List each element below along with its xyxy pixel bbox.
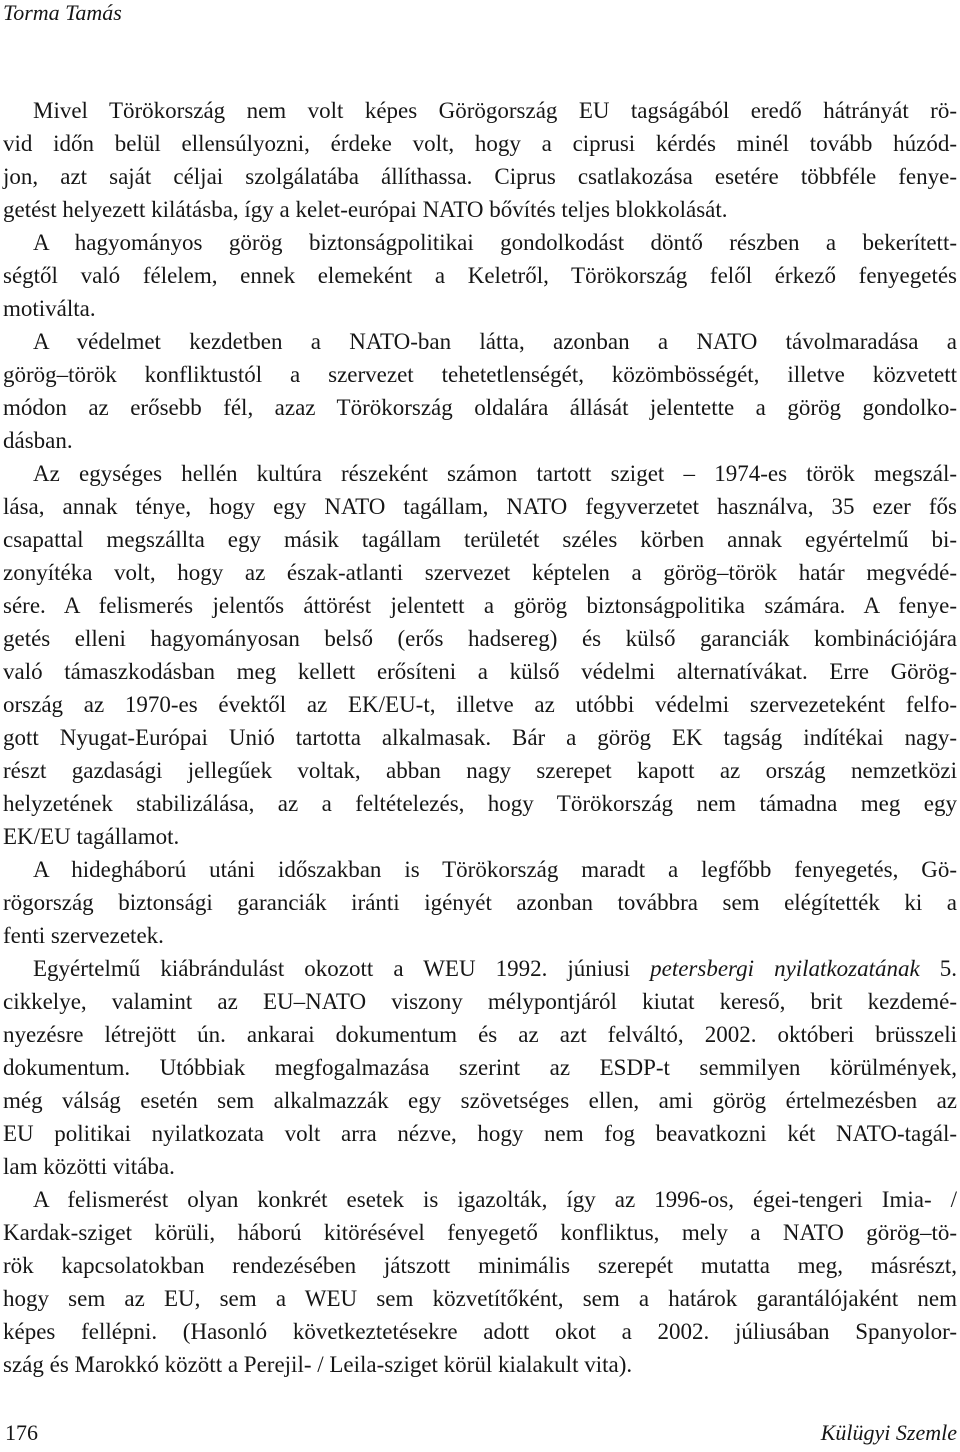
page-footer bbox=[3, 1420, 957, 1446]
text-line bbox=[3, 952, 957, 985]
paragraph bbox=[3, 853, 957, 952]
text-line: lam közötti vitába. bbox=[3, 1154, 175, 1179]
text-line: módon az erősebb fél, azaz Törökország oldalára állását jelentette a görög gondolko- bbox=[3, 395, 957, 420]
text-line: A hidegháború utáni időszakban is Törökország maradt a legfőbb fenyegetés, Gö- bbox=[33, 857, 957, 882]
journal-name: Külügyi Szemle bbox=[820, 1420, 957, 1445]
text-line: rök kapcsolatokban rendezésében játszott minimális szerepét mutatta meg, másrészt, bbox=[3, 1253, 957, 1278]
text-line: fenti szervezetek. bbox=[3, 923, 164, 948]
paragraph bbox=[3, 94, 957, 226]
text-line: Mivel Törökország nem volt képes Görögország EU tagságából eredő hátrányát rö- bbox=[33, 98, 957, 123]
text-line: való támaszkodásban meg kellett erősíteni a külső védelmi alternatívákat. Erre Görög- bbox=[3, 659, 957, 684]
text-line: hogy sem az EU, sem a WEU sem közvetítőként, sem a határok garantálójaként nem bbox=[3, 1286, 957, 1311]
text-line: EK/EU tagállamot. bbox=[3, 824, 180, 849]
text-line: görög–török konfliktustól a szervezet tehetetlenségét, közömbösségét, illetve közvetett bbox=[3, 362, 957, 387]
text-line: ország az 1970-es évektől az EK/EU-t, illetve az utóbbi védelmi szervezeteként felfo- bbox=[3, 692, 957, 717]
text-line: EU politikai nyilatkozata volt arra nézve, hogy nem fog beavatkozni két NATO-tagál- bbox=[3, 1121, 957, 1146]
text-line: Az egységes hellén kultúra részeként számon tartott sziget – 1974-es török megszál- bbox=[33, 461, 957, 486]
paragraph bbox=[3, 1183, 957, 1381]
text-line: vid időn belül ellensúlyozni, érdeke volt, hogy a ciprusi kérdés minél tovább húzód- bbox=[3, 131, 957, 156]
text-line: zonyítéka volt, hogy az észak-atlanti szervezet képtelen a görög–török határ megvédé- bbox=[3, 560, 957, 585]
running-head-author: Torma Tamás bbox=[3, 0, 122, 25]
text-line: sére. A felismerés jelentős áttörést jelentett a görög biztonságpolitika számára. A fenye- bbox=[3, 593, 957, 618]
paragraph bbox=[3, 457, 957, 853]
text-line: rögország biztonsági garanciák iránti igényét azonban továbbra sem elégítették ki a bbox=[3, 890, 957, 915]
page-number: 176 bbox=[5, 1420, 38, 1445]
text-line: cikkelye, valamint az EU–NATO viszony mélypontjáról kiutat kereső, brit kezdemé- bbox=[3, 989, 957, 1014]
text-line: motiválta. bbox=[3, 296, 96, 321]
text-line: még válság esetén sem alkalmazzák egy szövetséges ellen, ami görög értelmezésben az bbox=[3, 1088, 957, 1113]
paragraph bbox=[3, 325, 957, 457]
text-line: dokumentum. Utóbbiak megfogalmazása szerint az ESDP-t semmilyen körülmények, bbox=[3, 1055, 957, 1080]
text-line: A felismerést olyan konkrét esetek is igazolták, így az 1996-os, égei-tengeri Imia- / bbox=[33, 1187, 957, 1212]
text-line: dásban. bbox=[3, 428, 73, 453]
text-line: nyezésre létrejött ún. ankarai dokumentum és az azt felváltó, 2002. októberi brüsszeli bbox=[3, 1022, 957, 1047]
text-line: csapattal megszállta egy másik tagállam területét széles körben annak egyértelmű bi- bbox=[3, 527, 957, 552]
text-line: ségtől való félelem, ennek elemeként a Keletről, Törökország felől érkező fenyegetés bbox=[3, 263, 957, 288]
text-line: részt gazdasági jellegűek voltak, abban nagy szerepet kapott az ország nemzetközi bbox=[3, 758, 957, 783]
text-line: A védelmet kezdetben a NATO-ban látta, azonban a NATO távolmaradása a bbox=[33, 329, 957, 354]
text-line: szág és Marokkó között a Perejil- / Leila-sziget körül kialakult vita). bbox=[3, 1352, 633, 1377]
paragraph bbox=[3, 952, 957, 1183]
text-line: lása, annak ténye, hogy egy NATO tagállam, NATO fegyverzetet használva, 35 ezer fős bbox=[3, 494, 957, 519]
text-segment: Egyértelmű kiábrándulást okozott a WEU 1992. júniusi bbox=[33, 956, 631, 981]
text-line: getés elleni hagyományosan belső (erős hadsereg) és külső garanciák kombinációjára bbox=[3, 626, 957, 651]
text-line: gott Nyugat-Európai Unió tartotta alkalmasak. Bár a görög EK tagság indítékai nagy- bbox=[3, 725, 957, 750]
text-segment: 5. bbox=[939, 956, 958, 981]
text-line: helyzetének stabilizálása, az a feltételezés, hogy Törökország nem támadna meg egy bbox=[3, 791, 957, 816]
text-line: képes fellépni. (Hasonló következtetésekre adott okot a 2002. júliusában Spanyolor- bbox=[3, 1319, 957, 1344]
text-line: Kardak-sziget körüli, háború kitörésével fenyegető konfliktus, mely a NATO görög–tö- bbox=[3, 1220, 957, 1245]
text-line: jon, azt saját céljai szolgálatába állíthassa. Ciprus csatlakozása esetére többféle fenye- bbox=[3, 164, 957, 189]
text-line: A hagyományos görög biztonságpolitikai gondolkodást döntő részben a bekerített- bbox=[33, 230, 957, 255]
paragraph bbox=[3, 226, 957, 325]
text-line: getést helyezett kilátásba, így a kelet-európai NATO bővítés teljes blokkolását. bbox=[3, 197, 728, 222]
italic-title: petersbergi nyilatkozatának bbox=[650, 956, 920, 981]
article-body bbox=[3, 94, 957, 1381]
